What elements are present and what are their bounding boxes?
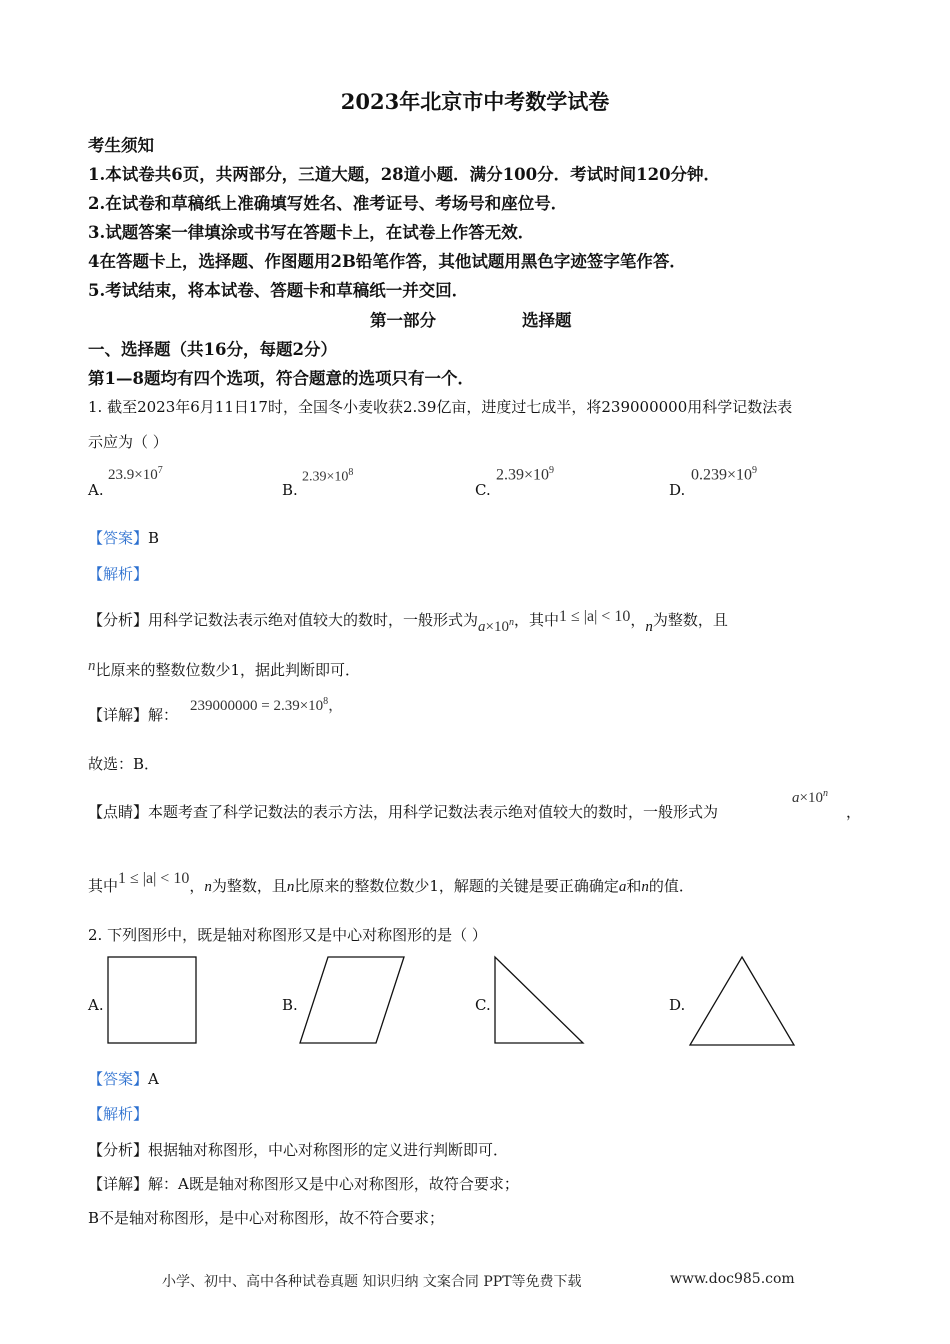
notice-item-4: 4在答题卡上，选择题、作图题用2B铅笔作答，其他试题用黑色字迹签字笔作答． xyxy=(88,252,686,271)
q2-option-a-letter: A. xyxy=(88,996,104,1014)
notice-item-5: 5.考试结束，将本试卷、答题卡和草稿纸一并交回． xyxy=(88,281,469,300)
q1-stem-line2: 示应为（ ） xyxy=(88,433,168,451)
answer-tag: 【答案】 xyxy=(88,1070,149,1088)
q1-dianjing-line1: 【点睛】本题考查了科学记数法的表示方法，用科学记数法表示绝对值较大的数时，一般形式为 xyxy=(88,803,719,821)
q1-xiangjie: 【详解】解： xyxy=(88,706,179,724)
q1-dianjing-line2: 其中1 ≤ |a| < 10，n为整数，且n比原来的整数位数少1，解题的关键是要正确确定a和n的值． xyxy=(88,870,694,895)
q2-answer: 【答案】A xyxy=(88,1070,159,1088)
answer-tag: 【答案】 xyxy=(88,529,149,547)
section-heading: 一、选择题（共16分，每题2分） xyxy=(88,340,337,359)
part-name: 第一部分 xyxy=(370,311,436,330)
q1-dianjing-comma: ， xyxy=(846,803,862,821)
q1-option-c-letter: C. xyxy=(475,481,491,499)
right-triangle-figure xyxy=(493,955,585,1045)
equilateral-triangle-figure xyxy=(688,955,796,1047)
page-title: 2023年北京市中考数学试卷 xyxy=(340,89,610,114)
q2-fenxi: 【分析】根据轴对称图形，中心对称图形的定义进行判断即可． xyxy=(88,1141,509,1159)
q2-xiangjie: 【详解】解：A既是轴对称图形又是中心对称图形，故符合要求； xyxy=(88,1175,519,1193)
part-type: 选择题 xyxy=(522,311,572,330)
q1-option-d-value: $0.239\times 10^9$ xyxy=(691,465,758,484)
q2-analysis-tag: 【解析】 xyxy=(88,1105,149,1123)
q1-option-b-value: $2.39\times 10^8$ xyxy=(302,467,354,485)
q1-option-b-letter: B. xyxy=(282,481,298,499)
q1-fenxi-line1: 【分析】用科学记数法表示绝对值较大的数时，一般形式为$a\times 10^n$，其中1 ≤ |a| < 10，n为整数，且 xyxy=(88,608,728,635)
q1-xiangjie-formula: $239000000 = 2.39\times 10^8$， xyxy=(190,696,344,714)
square-figure xyxy=(106,955,198,1045)
notice-heading: 考生须知 xyxy=(88,136,154,155)
q2-option-c-letter: C. xyxy=(475,996,491,1014)
footer-link[interactable]: www.doc985.com xyxy=(670,1271,795,1287)
q2-option-d-letter: D. xyxy=(669,996,686,1014)
parallelogram-figure xyxy=(298,955,406,1045)
q1-analysis-tag: 【解析】 xyxy=(88,565,149,583)
q2-line-b: B不是轴对称图形，是中心对称图形，故不符合要求； xyxy=(88,1209,445,1227)
q1-guxuan: 故选：B． xyxy=(88,755,160,773)
q1-option-c-value: $2.39\times 10^9$ xyxy=(496,465,555,484)
notice-item-3: 3.试题答案一律填涂或书写在答题卡上，在试卷上作答无效． xyxy=(88,223,535,242)
q1-option-a-letter: A. xyxy=(88,481,104,499)
q1-fenxi-line2: n比原来的整数位数少1，据此判断即可． xyxy=(88,658,361,679)
q1-option-d-letter: D. xyxy=(669,481,686,499)
q2-stem: 2. 下列图形中，既是轴对称图形又是中心对称图形的是（ ） xyxy=(88,926,487,944)
footer-text: 小学、初中、高中各种试卷真题 知识归纳 文案合同 PPT等免费下载 xyxy=(162,1274,582,1290)
notice-item-1: 1.本试卷共6页，共两部分，三道大题，28道小题．满分100分．考试时间120分钟． xyxy=(88,165,721,184)
section-instruction: 第1—8题均有四个选项，符合题意的选项只有一个． xyxy=(88,369,474,388)
notice-item-2: 2.在试卷和草稿纸上准确填写姓名、准考证号、考场号和座位号． xyxy=(88,194,568,213)
q1-option-a-value: $23.9\times 10^7$ xyxy=(108,465,163,483)
q1-stem-line1: 1. 截至2023年6月11日17时，全国冬小麦收获2.39亿亩，进度过七成半，将239000000用科学记数法表 xyxy=(88,398,793,416)
q1-answer: 【答案】B xyxy=(88,529,160,547)
q1-dianjing-formula: $a\times 10^n$ xyxy=(792,788,828,806)
q2-option-b-letter: B. xyxy=(282,996,298,1014)
